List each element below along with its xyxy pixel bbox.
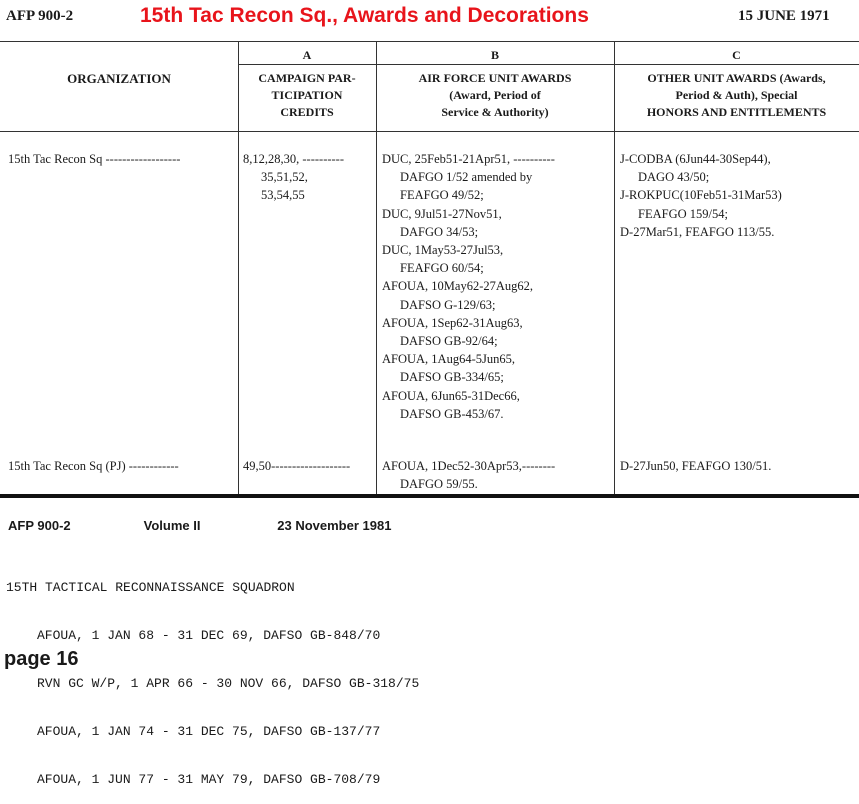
table-row-2-organization: 15th Tac Recon Sq (PJ) ------------ — [8, 459, 179, 473]
supplement-entry-4: AFOUA, 1 JUN 77 - 31 MAY 79, DAFSO GB-708/79 — [37, 772, 381, 787]
document-date: 15 JUNE 1971 — [738, 8, 830, 24]
supplement-entries — [6, 548, 419, 804]
column-heading-other-unit-awards: OTHER UNIT AWARDS (Awards, Period & Auth), Special HONORS AND ENTITLEMENTS — [646, 71, 827, 119]
table-row-2-credits: 49,50------------------- — [243, 459, 351, 473]
table-row-2-other-awards: D-27Jun50, FEAFGO 130/51. — [620, 459, 772, 473]
supplement-entry-2: RVN GC W/P, 1 APR 66 - 30 NOV 66, DAFSO GB-318/75 — [37, 676, 420, 691]
supplement-volume: Volume II — [143, 518, 201, 533]
document-header — [0, 0, 859, 36]
supplement-entry-1: AFOUA, 1 JAN 68 - 31 DEC 69, DAFSO GB-848/70 — [37, 628, 381, 643]
page-number: page 16 — [4, 648, 79, 670]
supplement-doc-id: AFP 900-2 — [8, 518, 71, 533]
column-letter-a: A — [302, 48, 312, 62]
supplement-entry-3: AFOUA, 1 JAN 74 - 31 DEC 75, DAFSO GB-137/77 — [37, 724, 381, 739]
column-letter-c: C — [732, 48, 741, 62]
column-letter-b: B — [490, 48, 499, 62]
column-heading-campaign-credits: CAMPAIGN PAR- TICIPATION CREDITS — [258, 71, 356, 119]
document-title: 15th Tac Recon Sq., Awards and Decorations — [140, 4, 589, 27]
column-letter-rule — [238, 64, 859, 65]
table-row-2-af-awards: AFOUA, 1Dec52-30Apr53,-------- DAFGO 59/55. — [382, 459, 556, 492]
supplement-date: 23 November 1981 — [277, 518, 392, 533]
table-top-rule — [0, 41, 859, 42]
supplement-unit: 15TH TACTICAL RECONNAISSANCE SQUADRON — [6, 580, 295, 595]
column-heading-organization: ORGANIZATION — [67, 71, 171, 86]
header-bottom-rule — [0, 131, 859, 132]
table-row-1-af-awards: DUC, 25Feb51-21Apr51, ---------- DAFGO 1/52 amended by FEAFGO 49/52; DUC, 9Jul51-27Nov51, DAFGO 34/53; DUC, 1May53-27Jul53, FEAFGO 60/54; AFOUA, 10May62-27Aug62, DAFSO G-129/63; AFOUA, 1Sep62-31Aug63, DAFSO GB-92/64; AFOUA, 1Aug64-5Jun65, DAFSO GB-334/65; AFOUA, 6Jun65-31Dec66, DAFSO GB-453/67. — [382, 152, 555, 421]
document-id: AFP 900-2 — [6, 8, 74, 24]
section-divider — [0, 494, 859, 498]
column-heading-af-unit-awards: AIR FORCE UNIT AWARDS (Award, Period of Service & Authority) — [418, 71, 572, 119]
supplement-header — [8, 518, 391, 533]
table-row-1-organization: 15th Tac Recon Sq ------------------ — [8, 152, 181, 166]
table-row-1-credits: 8,12,28,30, ---------- 35,51,52, 53,54,55 — [243, 152, 345, 203]
table-row-1-other-awards: J-CODBA (6Jun44-30Sep44), DAGO 43/50; J-ROKPUC(10Feb51-31Mar53) FEAFGO 159/54; D-27Mar51, FEAFGO 113/55. — [620, 152, 782, 239]
